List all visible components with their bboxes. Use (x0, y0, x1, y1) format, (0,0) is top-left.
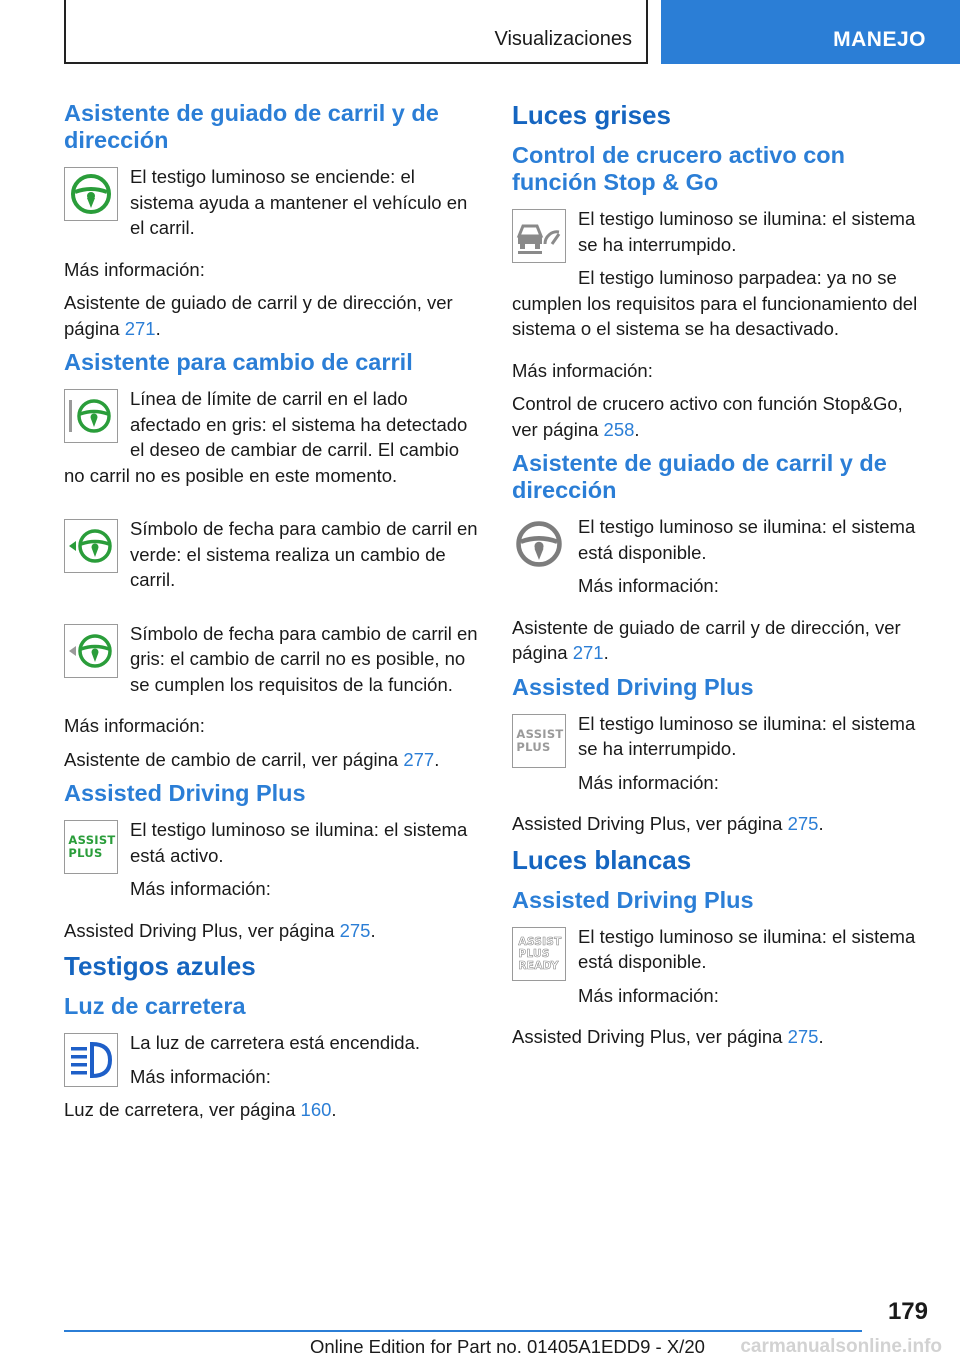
assist-icon-line2: PLUS (516, 739, 551, 754)
assist-plus-ready-icon (512, 927, 566, 981)
high-beam-reference (64, 1097, 480, 1123)
assist-icon-line3: READY (518, 959, 559, 972)
steering-wheel-green-icon (64, 167, 118, 221)
assist-icon-line2: PLUS (68, 846, 103, 860)
reference-end: . (155, 317, 161, 339)
more-info-label: Más información: (578, 771, 719, 793)
reference-end: . (370, 919, 376, 941)
page-link-160[interactable]: 160 (300, 1099, 332, 1120)
footer-divider (64, 1330, 862, 1332)
entry-lane-change-line (64, 386, 480, 496)
entry-assisted-plus-white (512, 924, 930, 1017)
reference-end: . (818, 813, 824, 834)
assist-plus-gray-icon (512, 714, 566, 768)
entry-assisted-plus-green (64, 817, 480, 910)
cruise-reference (512, 391, 930, 442)
page-link-271[interactable]: 271 (124, 317, 156, 339)
heading-lane-change: Asistente para cambio de carril (64, 349, 413, 375)
more-info-label: Más información: (578, 575, 719, 596)
heading-assisted-plus-white: Assisted Driving Plus (512, 886, 754, 913)
page-link-277[interactable]: 277 (403, 748, 435, 770)
assisted-plus-reference (64, 918, 480, 944)
header-section-box (64, 0, 648, 64)
reference-end: . (818, 1026, 824, 1047)
header-section-title: Visualizaciones (494, 28, 632, 50)
more-info-label: Más información: (64, 715, 205, 736)
assist-icon-line1: ASSIST (518, 935, 562, 948)
high-beam-text: La luz de carretera está encendida. (130, 1032, 421, 1053)
entry-lane-assist-green (64, 164, 480, 249)
entry-assisted-plus-gray (512, 711, 930, 804)
heading-white-indicators: Luces blancas (512, 844, 692, 875)
assisted-plus-gray-text: El testigo luminoso se ilumina: el sistema se ha interrumpido. (578, 712, 916, 759)
watermark: carmanualsonline.info (740, 1336, 942, 1357)
more-info-label: Más información: (512, 359, 653, 381)
assist-icon-line1: ASSIST (516, 726, 564, 741)
lane-assist-gray-reference (512, 615, 930, 666)
assisted-plus-green-text: El testigo luminoso se ilumina: el sistema está activo. (130, 819, 468, 866)
lane-change-line-text: Línea de límite de carril en el lado afectado en gris: el sistema ha detectado el deseo de cambiar de carril. El cambio no carril no es posible en este momento. (64, 388, 468, 486)
more-info-label: Más información: (130, 878, 271, 899)
header-chapter-label: MANEJO (833, 28, 926, 51)
reference-text: Assisted Driving Plus, ver página (512, 1026, 783, 1047)
assisted-plus-white-reference (512, 1024, 930, 1050)
assist-icon-line2: PLUS (518, 947, 550, 960)
assisted-plus-gray-reference (512, 811, 930, 837)
right-column (512, 100, 930, 1058)
reference-end: . (603, 642, 609, 663)
reference-text: Luz de carretera, ver página (64, 1099, 296, 1120)
page-link-275[interactable]: 275 (787, 813, 819, 834)
entry-high-beam (64, 1030, 480, 1131)
entry-lane-change-gray-arrow (64, 621, 480, 706)
heading-assisted-plus-green: Assisted Driving Plus (64, 780, 306, 806)
left-column (64, 100, 480, 1139)
lane-assist-gray-text: El testigo luminoso se ilumina: el sistema está disponible. (578, 516, 916, 563)
lane-change-arrow-green-icon (64, 519, 118, 573)
cruise-interrupted-text: El testigo luminoso se ilumina: el sistema se ha interrumpido. (578, 208, 916, 255)
reference-end: . (331, 1099, 337, 1120)
reference-text: Assisted Driving Plus, ver página (64, 919, 335, 941)
heading-lane-assist-gray: Asistente de guiado de carril y de dirección (512, 450, 887, 503)
page-link-258[interactable]: 258 (603, 418, 635, 440)
lane-change-arrow-gray-icon (64, 624, 118, 678)
page-number: 179 (887, 1298, 928, 1325)
more-info-label: Más información: (130, 1065, 271, 1087)
reference-end: . (634, 418, 640, 440)
cruise-flashing-text: El testigo luminoso parpadea: ya no se cumplen los requisitos para el funcionamiento del sistema o el sistema se ha desactivado. (512, 267, 918, 339)
edition-text: Online Edition for Part no. 01405A1EDD9 - X/20 (310, 1336, 705, 1357)
high-beam-icon (64, 1033, 118, 1087)
lane-change-gray-text: Símbolo de fecha para cambio de carril en gris: el cambio de carril no es posible, no se cumplen los requisitos de la función. (130, 622, 478, 695)
page-link-275[interactable]: 275 (339, 919, 371, 941)
heading-cruise-control: Control de crucero activo con función Stop & Go (512, 142, 845, 195)
assist-plus-green-icon (64, 820, 118, 874)
heading-blue-indicators: Testigos azules (64, 951, 256, 981)
reference-end: . (434, 748, 440, 770)
reference-text: Assisted Driving Plus, ver página (512, 813, 783, 834)
reference-text: Asistente de guiado de carril y de dirección, ver página (512, 616, 901, 663)
cruise-control-gray-icon (512, 209, 566, 263)
page-link-271[interactable]: 271 (572, 642, 604, 663)
entry-cruise-control (512, 206, 930, 350)
lane-change-reference (64, 747, 480, 773)
heading-lane-assist-green: Asistente de guiado de carril y de dirección (64, 100, 439, 153)
lane-assist-reference (64, 290, 480, 341)
reference-text: Asistente de guiado de carril y de dirección, ver página (64, 292, 453, 339)
steering-wheel-gray-icon (512, 517, 566, 571)
heading-gray-indicators: Luces grises (512, 100, 671, 130)
entry-lane-assist-gray (512, 514, 930, 607)
entry-lane-change-green-arrow (64, 516, 480, 601)
reference-text: Asistente de cambio de carril, ver página (64, 748, 399, 770)
reference-text: Control de crucero activo con función Stop&Go, ver página (512, 393, 903, 440)
page-link-275[interactable]: 275 (787, 1026, 819, 1047)
lane-boundary-steering-icon (64, 389, 118, 443)
more-info-label: Más información: (578, 984, 719, 1006)
lane-assist-green-text: El testigo luminoso se enciende: el sistema ayuda a mantener el vehículo en el carril. (130, 166, 468, 238)
assist-icon-line1: ASSIST (68, 833, 116, 847)
lane-change-green-text: Símbolo de fecha para cambio de carril en verde: el sistema realiza un cambio de carril. (130, 518, 478, 590)
more-info-label: Más información: (64, 258, 205, 280)
heading-assisted-plus-gray: Assisted Driving Plus (512, 673, 754, 700)
header-chapter-tab (661, 0, 960, 64)
assisted-plus-white-text: El testigo luminoso se ilumina: el sistema está disponible. (578, 925, 916, 972)
heading-high-beam: Luz de carretera (64, 993, 246, 1019)
